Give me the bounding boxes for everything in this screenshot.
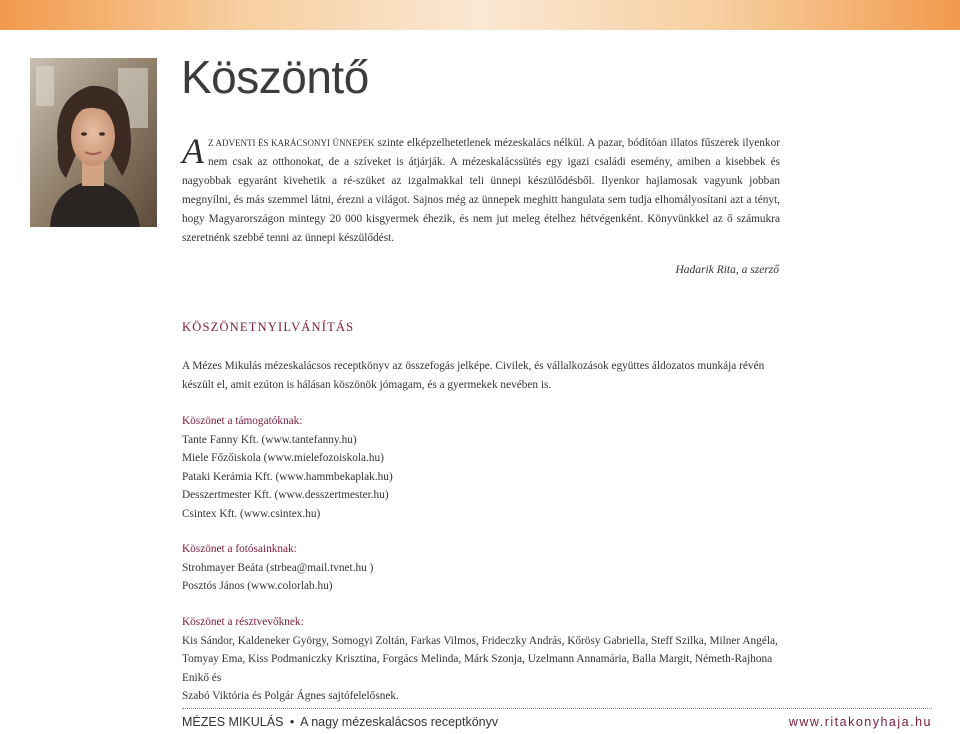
- participant-line: Kis Sándor, Kaldeneker György, Somogyi Zoltán, Farkas Vilmos, Frideczky András, Kőrösy Gabriella, Steff Szilka, Milner Angéla,: [182, 634, 778, 647]
- sponsor-item: Miele Főzőiskola (www.mielefozoiskola.hu): [182, 452, 384, 464]
- author-signature: Hadarik Rita, a szerző: [675, 264, 779, 276]
- sponsor-item: Csintex Kft. (www.csintex.hu): [182, 507, 321, 520]
- sponsors-group: [182, 412, 782, 523]
- intro-smallcaps: Z ADVENTI ÉS KARÁCSONYI ÜNNEPEK: [208, 138, 375, 148]
- sponsor-item: Desszertmester Kft. (www.desszertmester.hu): [182, 489, 389, 501]
- sponsor-item: Tante Fanny Kft. (www.tantefanny.hu): [182, 433, 357, 446]
- acknowledgements-heading: KÖSZÖNETNYILVÁNÍTÁS: [182, 320, 355, 334]
- acknowledgements-intro: A Mézes Mikulás mézeskalácsos receptkönyv az összefogás jelképe. Civilek, és vállalkozások együttes áldozatos munkája révén készült el, amit ezúton is hálásan köszönök jómagam, és a gyermekek nevében is.: [182, 360, 765, 391]
- participants-heading: Köszönet a résztvevőknek:: [182, 616, 304, 628]
- footer-divider: [182, 708, 932, 709]
- page-title: Köszöntő: [181, 51, 369, 103]
- footer-book-title: [182, 715, 498, 729]
- top-decorative-bar: [0, 0, 960, 30]
- photographers-heading: Köszönet a fotósainknak:: [182, 543, 297, 555]
- sponsor-item: Pataki Kerámia Kft. (www.hammbekaplak.hu): [182, 470, 393, 483]
- footer-separator: •: [289, 715, 295, 729]
- photographers-group: [182, 540, 782, 596]
- footer-title: MÉZES MIKULÁS: [182, 715, 284, 729]
- author-portrait: [30, 58, 157, 227]
- participants-group: [182, 613, 782, 706]
- participant-line: Tomyay Ema, Kiss Podmaniczky Krisztina, Forgács Melinda, Márk Szonja, Uzelmann Annamária, Balla Margit, Németh-Rajhona Enikő és: [182, 653, 773, 684]
- footer-subtitle: A nagy mézeskalácsos receptkönyv: [300, 715, 499, 729]
- author-portrait-image: [30, 58, 157, 227]
- footer-website-link[interactable]: www.ritakonyhaja.hu: [788, 715, 932, 729]
- sponsors-heading: Köszönet a támogatóknak:: [182, 415, 303, 427]
- participant-line: Szabó Viktória és Polgár Ágnes sajtófelelősnek.: [182, 690, 399, 702]
- photographer-item: Strohmayer Beáta (strbea@mail.tvnet.hu ): [182, 561, 374, 574]
- intro-paragraph: [182, 131, 780, 248]
- intro-text: szinte elképzelhetetlenek mézeskalács nélkül. A pazar, bódítóan illatos fűszerek ilyenkor nem csak az otthonokat, de a szíveket is átjárják. A mézeskalácssütés egy igazi családi esemény, amiben a kisebbek és nagyobbak egyaránt kivehetik a ré-szüket az izgalmakkal teli ünnepi készülődésből. Ilyenkor hajlamosak vagyunk jobban megnyílni, és más szemmel látni, érezni a világot. Sajnos még az ünnepek meghitt hangulata sem tudja elhomályosítani azt a tényt, hogy Magyarországon mintegy 20 000 kisgyermek éhezik, és nem jut meleg ételhez hétvégenként. Könyvünkkel az ő számukra szeretnénk szebbé tenni az ünnepi készülődést.: [182, 137, 780, 244]
- photographer-item: Posztós János (www.colorlab.hu): [182, 580, 333, 592]
- intro-dropcap: A: [182, 131, 204, 171]
